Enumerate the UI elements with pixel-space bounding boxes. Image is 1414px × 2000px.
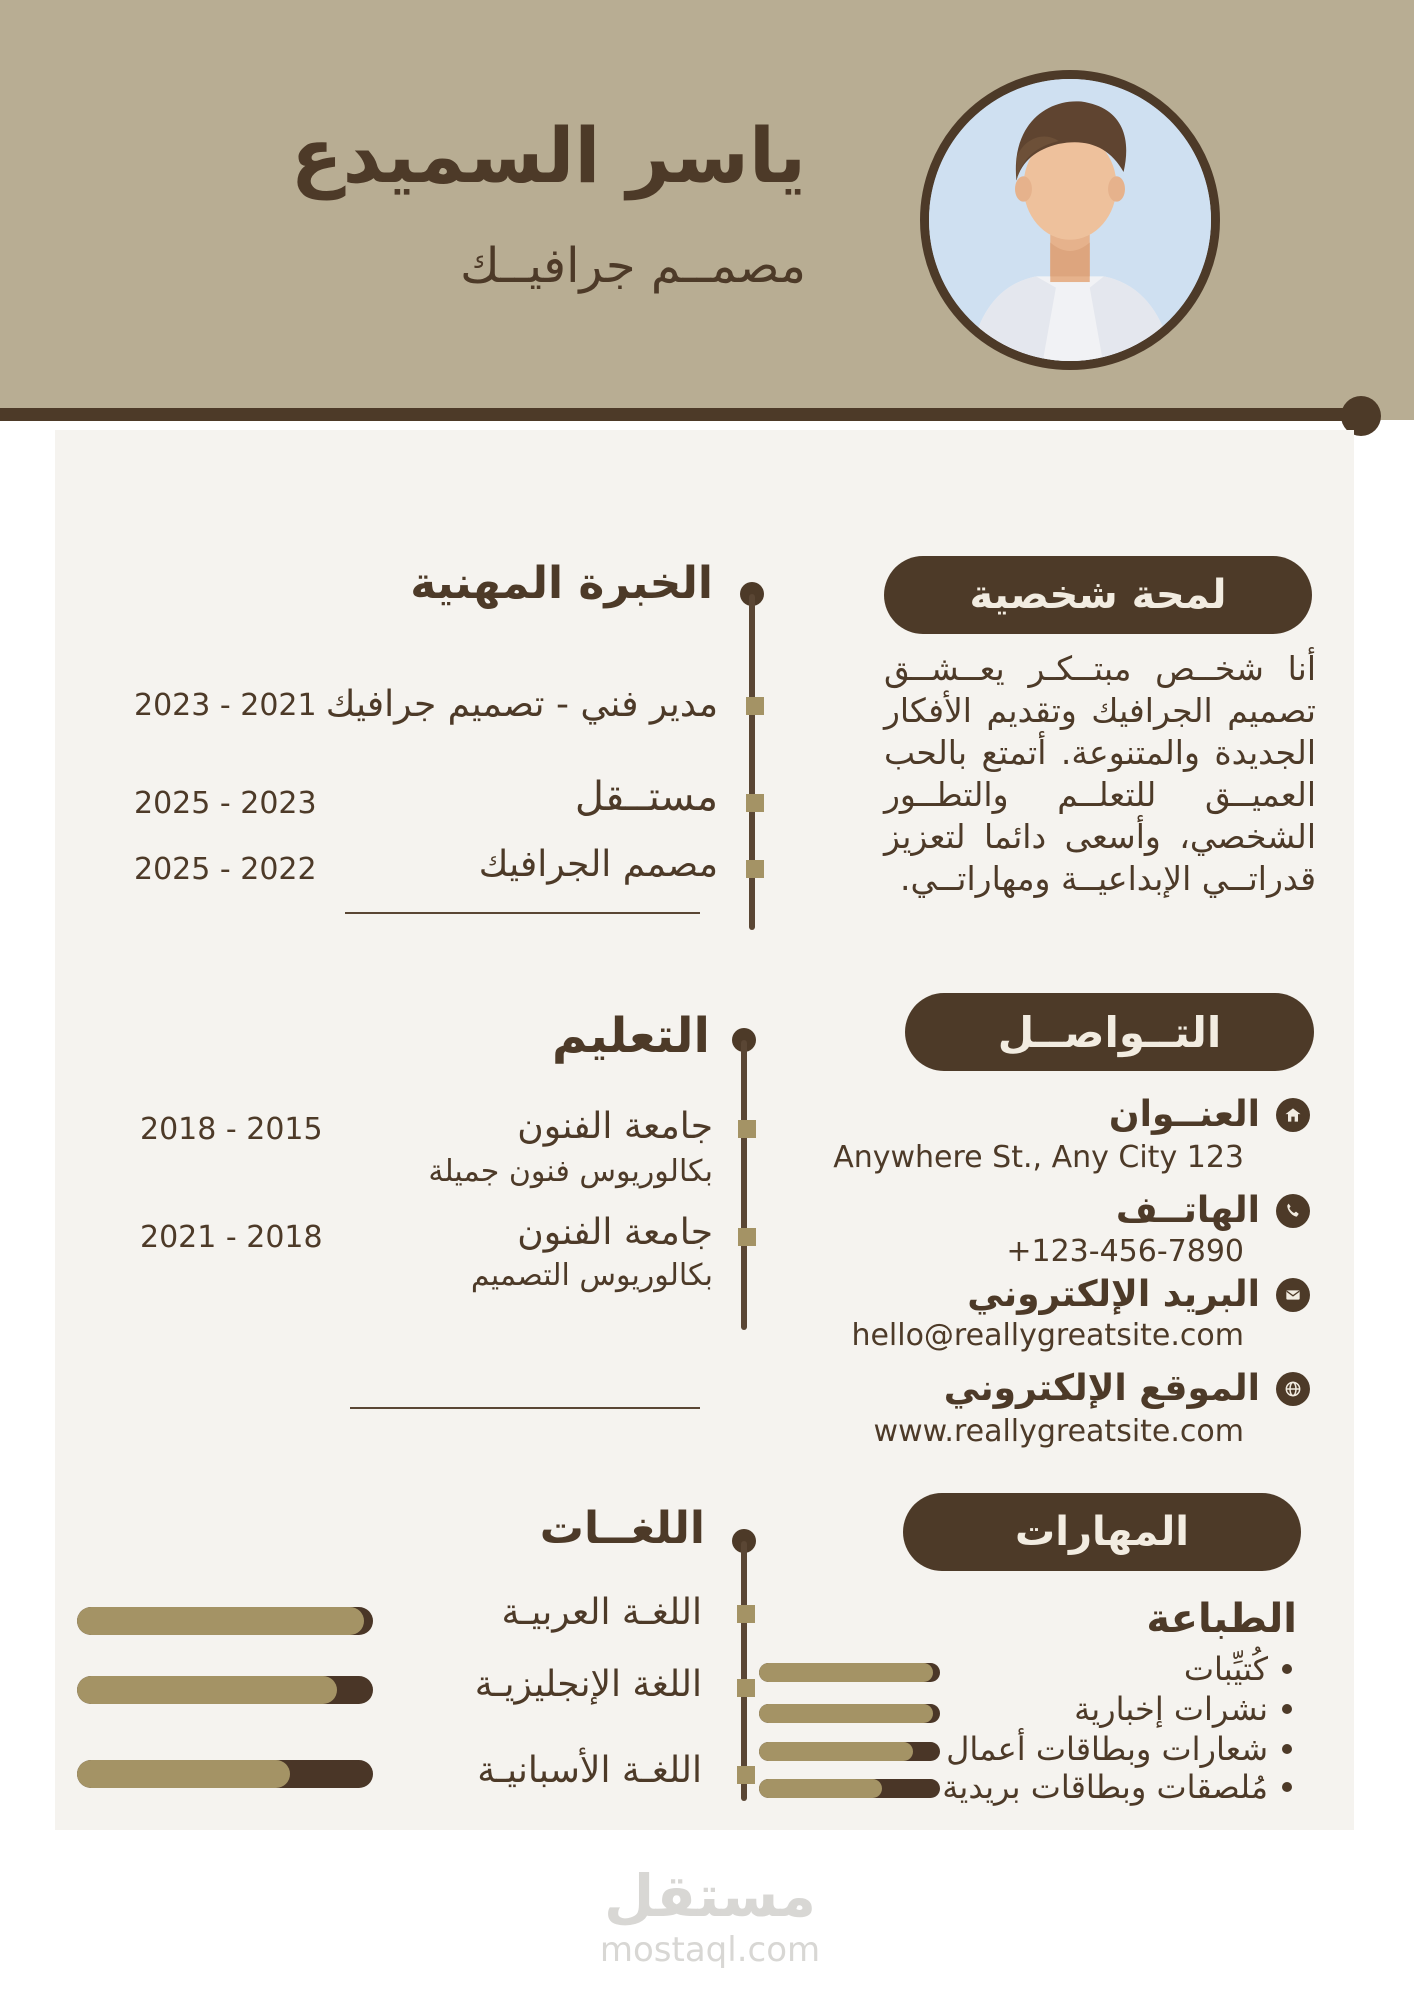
education-item-date: 2021 - 2018 [140, 1220, 323, 1255]
phone-icon [1276, 1194, 1310, 1228]
contact-label: البريد الإلكتروني [967, 1274, 1260, 1315]
profile-section-heading: لمحة شخصية [884, 556, 1312, 634]
languages-timeline-marker [737, 1605, 755, 1623]
watermark-site-url: mostaql.com [599, 1930, 821, 1970]
person-job-title: مصمــم جرافيــك [460, 238, 806, 294]
skill-progress-fill [759, 1704, 933, 1723]
skill-item [946, 1730, 1292, 1768]
experience-timeline-marker [746, 860, 764, 878]
language-progress-bar [77, 1676, 373, 1704]
skills-subheading: الطباعة [1146, 1596, 1297, 1642]
bullet-icon [1282, 1782, 1292, 1792]
language-progress-fill [77, 1760, 290, 1788]
bullet-icon [1282, 1664, 1292, 1674]
profile-photo [920, 70, 1220, 370]
education-timeline-marker [738, 1120, 756, 1138]
experience-timeline-marker [746, 794, 764, 812]
contact-value-website: www.reallygreatsite.com [873, 1414, 1244, 1449]
skill-label: مُلصقات وبطاقات بريدية [942, 1768, 1268, 1806]
skill-progress-bar [759, 1779, 940, 1798]
languages-timeline-line [741, 1541, 747, 1801]
skill-item [1074, 1690, 1292, 1728]
experience-item-date: 2025 - 2022 [134, 852, 317, 887]
skill-progress-bar [759, 1663, 940, 1682]
contact-value-address: Anywhere St., Any City 123 [833, 1140, 1244, 1175]
contact-section-heading: التــواصــل [905, 993, 1314, 1071]
languages-timeline-marker [737, 1766, 755, 1784]
skill-progress-fill [759, 1742, 913, 1761]
experience-section-title: الخبرة المهنية [410, 558, 713, 609]
skill-progress-fill [759, 1663, 933, 1682]
contact-row-address [1109, 1094, 1310, 1135]
section-divider [350, 1407, 700, 1409]
language-progress-fill [77, 1607, 364, 1635]
languages-timeline-marker [737, 1679, 755, 1697]
bullet-icon [1282, 1744, 1292, 1754]
language-label: اللغـة العربيـة [501, 1592, 702, 1633]
education-section-title: التعليم [552, 1008, 710, 1064]
language-progress-bar [77, 1760, 373, 1788]
contact-row-email [967, 1274, 1310, 1315]
contact-row-phone [1116, 1190, 1310, 1231]
header-divider-line [0, 408, 1362, 421]
person-portrait-image [929, 79, 1211, 361]
globe-icon [1276, 1372, 1310, 1406]
experience-timeline-line [749, 594, 755, 930]
skill-label: كُتيِّبات [1183, 1650, 1268, 1688]
skill-label: نشرات إخبارية [1074, 1690, 1268, 1728]
person-name: ياسر السميدع [290, 111, 806, 200]
language-progress-fill [77, 1676, 337, 1704]
home-icon [1276, 1098, 1310, 1132]
experience-item-title: مصمم الجرافيك [478, 844, 718, 885]
experience-item-date: 2023 - 2021 [134, 688, 317, 723]
skill-label: شعارات وبطاقات أعمال [946, 1730, 1268, 1768]
education-item-title: جامعة الفنون [517, 1212, 713, 1253]
education-item-date: 2018 - 2015 [140, 1112, 323, 1147]
education-item-degree: بكالوريوس فنون جميلة [428, 1154, 713, 1189]
experience-item-date: 2025 - 2023 [134, 786, 317, 821]
contact-label: الهاتــف [1115, 1190, 1260, 1231]
education-item-degree: بكالوريوس التصميم [470, 1258, 713, 1293]
section-divider [345, 912, 700, 914]
education-timeline-line [741, 1040, 747, 1330]
skill-progress-bar [759, 1704, 940, 1723]
skill-item [1184, 1650, 1292, 1688]
skills-section-heading: المهارات [903, 1493, 1301, 1571]
skill-item [942, 1768, 1292, 1806]
language-progress-bar [77, 1607, 373, 1635]
contact-label: العنــوان [1108, 1094, 1260, 1135]
skill-progress-bar [759, 1742, 940, 1761]
languages-section-title: اللغــات [539, 1503, 705, 1554]
header-banner [0, 0, 1414, 420]
bullet-icon [1282, 1704, 1292, 1714]
language-label: اللغة الإنجليزيـة [474, 1664, 702, 1705]
experience-timeline-marker [746, 697, 764, 715]
contact-row-website [944, 1368, 1310, 1409]
education-timeline-marker [738, 1228, 756, 1246]
contact-value-phone: +123-456-7890 [1006, 1234, 1244, 1269]
skill-progress-fill [759, 1779, 882, 1798]
experience-item-title: مدير فني - تصميم جرافيك [325, 684, 718, 725]
language-label: اللغـة الأسبانيـة [477, 1750, 702, 1791]
experience-item-title: مستــقل [574, 774, 718, 820]
profile-summary-text: أنا شخــص مبتــكـر يعــشــق تصميم الجرافيك وتقديم الأفكار الجديدة والمتنوعة. أتمتع بالحب العميــق للتعلــم والتطــور الشخصي، وأسعى دائما لتعزيز قدراتــي الإبداعيــة ومهاراتــي. [884, 649, 1316, 898]
education-item-title: جامعة الفنون [517, 1106, 713, 1147]
watermark-logo: مستقل [603, 1862, 817, 1930]
contact-value-email: hello@reallygreatsite.com [851, 1318, 1244, 1353]
contact-label: الموقع الإلكتروني [943, 1368, 1260, 1409]
email-icon [1276, 1278, 1310, 1312]
